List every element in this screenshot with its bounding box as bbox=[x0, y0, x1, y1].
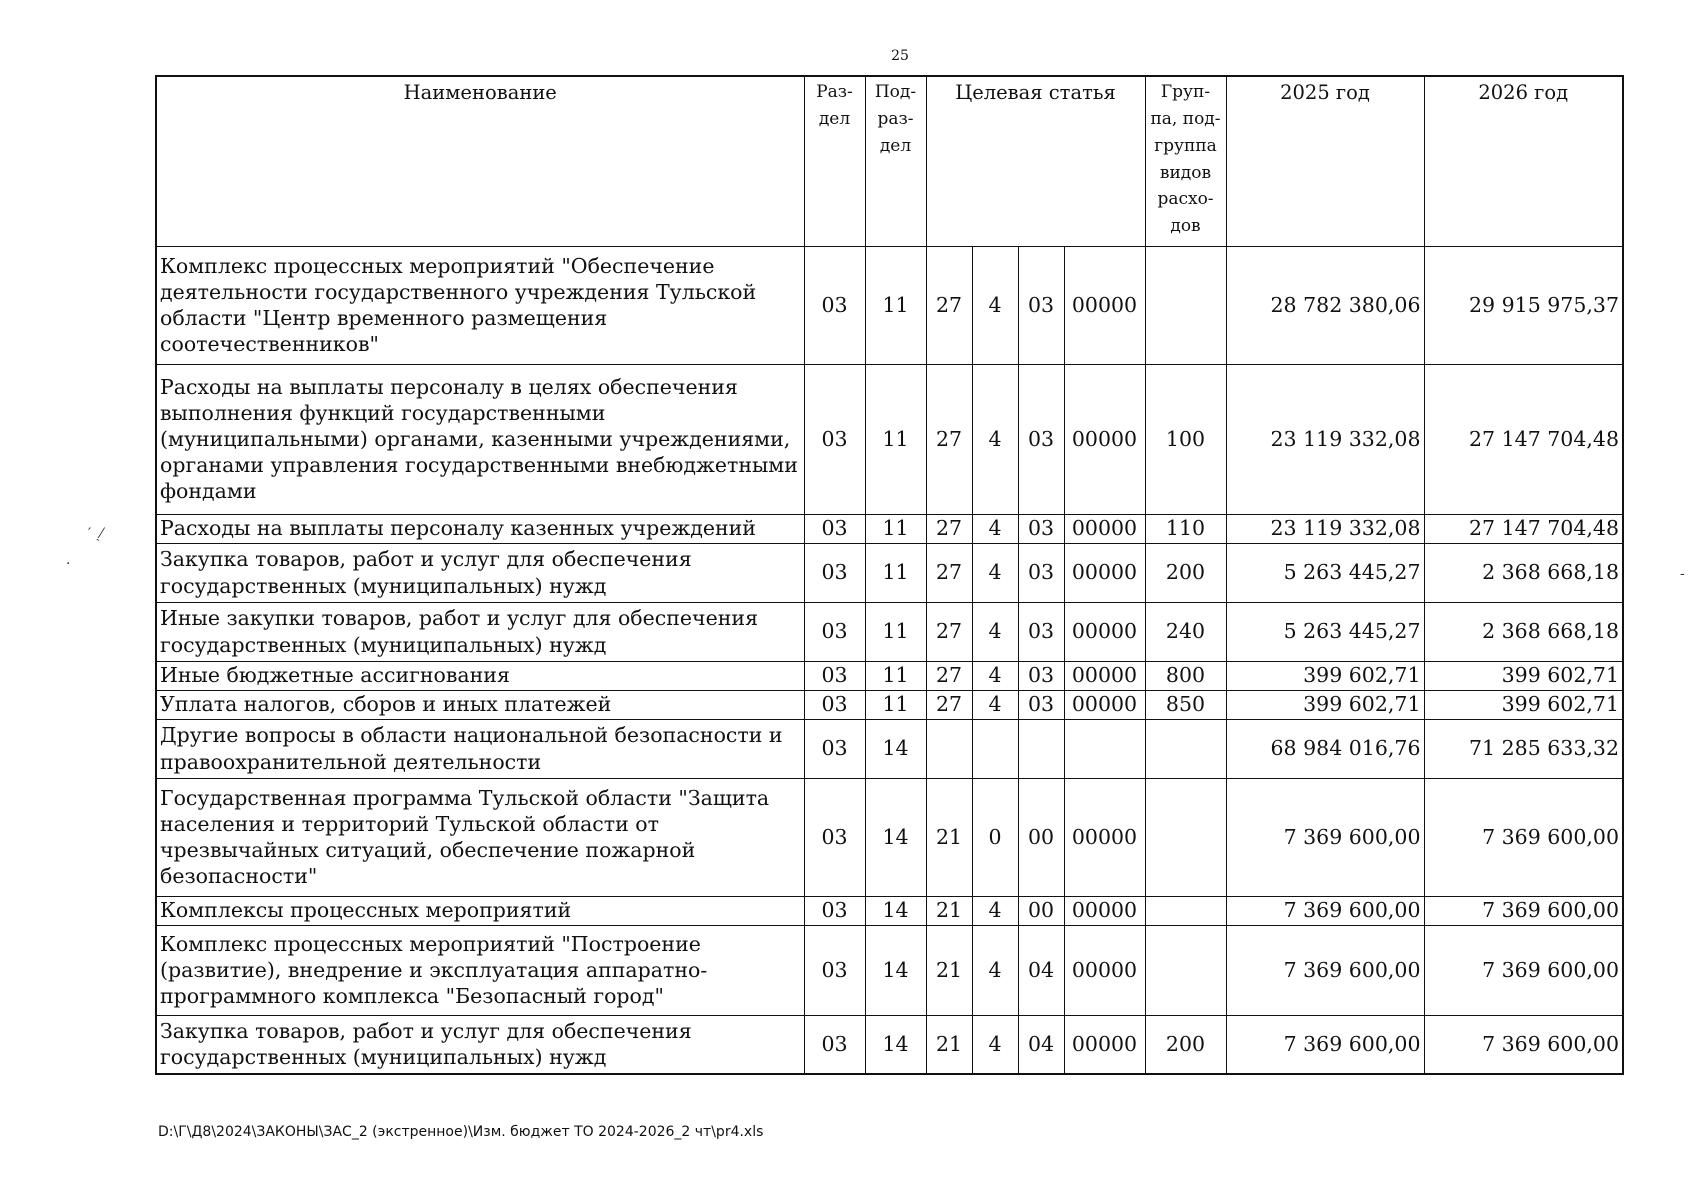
row-target-article-program: 21 bbox=[926, 925, 972, 1015]
row-target-article-direction: 00000 bbox=[1064, 602, 1145, 661]
row-expense-group bbox=[1145, 925, 1226, 1015]
row-expense-group bbox=[1145, 719, 1226, 778]
row-amount-2026: 7 369 600,00 bbox=[1424, 1015, 1623, 1074]
table-row bbox=[156, 246, 1623, 364]
page-number: 25 bbox=[891, 48, 909, 64]
header-name: Наименование bbox=[156, 76, 804, 246]
row-target-article-program: 27 bbox=[926, 246, 972, 364]
row-target-article-subprogram: 00 bbox=[1018, 778, 1064, 896]
header-year-2026: 2026 год bbox=[1424, 76, 1623, 246]
row-subsection: 14 bbox=[865, 719, 926, 778]
row-amount-2025: 5 263 445,27 bbox=[1226, 602, 1424, 661]
row-amount-2026: 7 369 600,00 bbox=[1424, 778, 1623, 896]
header-target-article: Целевая статья bbox=[926, 76, 1145, 246]
row-subsection: 14 bbox=[865, 1015, 926, 1074]
row-section: 03 bbox=[804, 364, 865, 514]
row-subsection: 11 bbox=[865, 602, 926, 661]
row-subsection: 11 bbox=[865, 543, 926, 602]
row-section: 03 bbox=[804, 1015, 865, 1074]
row-target-article-program: 27 bbox=[926, 364, 972, 514]
row-amount-2025: 399 602,71 bbox=[1226, 690, 1424, 719]
header-section: Раз-дел bbox=[804, 76, 865, 246]
header-year-2025: 2025 год bbox=[1226, 76, 1424, 246]
row-expense-group: 110 bbox=[1145, 514, 1226, 543]
table-row bbox=[156, 661, 1623, 690]
row-target-article-direction: 00000 bbox=[1064, 246, 1145, 364]
row-target-article-direction: 00000 bbox=[1064, 661, 1145, 690]
row-target-article-subprogram: 04 bbox=[1018, 925, 1064, 1015]
row-section: 03 bbox=[804, 661, 865, 690]
row-subsection: 11 bbox=[865, 514, 926, 543]
row-amount-2026: 27 147 704,48 bbox=[1424, 364, 1623, 514]
row-expense-group: 200 bbox=[1145, 1015, 1226, 1074]
row-subsection: 11 bbox=[865, 661, 926, 690]
row-amount-2025: 23 119 332,08 bbox=[1226, 514, 1424, 543]
row-name: Комплексы процессных мероприятий bbox=[156, 896, 804, 925]
table-header-row bbox=[156, 76, 1623, 246]
row-amount-2026: 7 369 600,00 bbox=[1424, 896, 1623, 925]
row-target-article-type: 4 bbox=[972, 690, 1018, 719]
row-target-article-direction: 00000 bbox=[1064, 778, 1145, 896]
row-amount-2025: 7 369 600,00 bbox=[1226, 778, 1424, 896]
row-target-article-type: 0 bbox=[972, 778, 1018, 896]
row-target-article-subprogram: 03 bbox=[1018, 690, 1064, 719]
row-expense-group: 240 bbox=[1145, 602, 1226, 661]
header-expense-group: Груп-па, под-группа видов расхо-дов bbox=[1145, 76, 1226, 246]
row-amount-2026: 2 368 668,18 bbox=[1424, 602, 1623, 661]
row-amount-2025: 5 263 445,27 bbox=[1226, 543, 1424, 602]
row-subsection: 11 bbox=[865, 246, 926, 364]
row-expense-group: 800 bbox=[1145, 661, 1226, 690]
row-name: Иные закупки товаров, работ и услуг для обеспечения государственных (муниципальных) нужд bbox=[156, 602, 804, 661]
row-target-article-direction: 00000 bbox=[1064, 543, 1145, 602]
row-name: Уплата налогов, сборов и иных платежей bbox=[156, 690, 804, 719]
row-target-article-program: 27 bbox=[926, 514, 972, 543]
row-expense-group: 200 bbox=[1145, 543, 1226, 602]
row-expense-group: 100 bbox=[1145, 364, 1226, 514]
row-target-article-subprogram: 03 bbox=[1018, 602, 1064, 661]
table-row bbox=[156, 690, 1623, 719]
table-row bbox=[156, 364, 1623, 514]
row-target-article-subprogram: 03 bbox=[1018, 364, 1064, 514]
row-target-article-type: 4 bbox=[972, 896, 1018, 925]
row-amount-2025: 7 369 600,00 bbox=[1226, 1015, 1424, 1074]
file-path-footer: D:\Г\Д8\2024\ЗАКОНЫ\ЗАС_2 (экстренное)\Изм. бюджет ТО 2024-2026_2 чт\pr4.xls bbox=[158, 1124, 764, 1140]
row-target-article-direction: 00000 bbox=[1064, 514, 1145, 543]
row-target-article-type: 4 bbox=[972, 925, 1018, 1015]
table-row bbox=[156, 778, 1623, 896]
row-target-article-direction: 00000 bbox=[1064, 896, 1145, 925]
row-name: Комплекс процессных мероприятий "Построение (развитие), внедрение и эксплуатация аппаратно-программного комплекса "Безопасный город" bbox=[156, 925, 804, 1015]
row-target-article-type: 4 bbox=[972, 661, 1018, 690]
row-amount-2026: 27 147 704,48 bbox=[1424, 514, 1623, 543]
row-target-article-program bbox=[926, 719, 972, 778]
row-target-article-type: 4 bbox=[972, 1015, 1018, 1074]
row-target-article-type: 4 bbox=[972, 246, 1018, 364]
row-section: 03 bbox=[804, 514, 865, 543]
row-target-article-program: 21 bbox=[926, 1015, 972, 1074]
row-subsection: 11 bbox=[865, 364, 926, 514]
row-name: Расходы на выплаты персоналу казенных учреждений bbox=[156, 514, 804, 543]
row-target-article-subprogram bbox=[1018, 719, 1064, 778]
row-amount-2026: 2 368 668,18 bbox=[1424, 543, 1623, 602]
row-amount-2025: 23 119 332,08 bbox=[1226, 364, 1424, 514]
row-subsection: 11 bbox=[865, 690, 926, 719]
row-target-article-subprogram: 03 bbox=[1018, 543, 1064, 602]
row-section: 03 bbox=[804, 925, 865, 1015]
row-amount-2025: 399 602,71 bbox=[1226, 661, 1424, 690]
row-amount-2026: 7 369 600,00 bbox=[1424, 925, 1623, 1015]
row-section: 03 bbox=[804, 690, 865, 719]
row-target-article-type: 4 bbox=[972, 514, 1018, 543]
row-section: 03 bbox=[804, 896, 865, 925]
row-subsection: 14 bbox=[865, 925, 926, 1015]
row-section: 03 bbox=[804, 719, 865, 778]
row-target-article-type: 4 bbox=[972, 602, 1018, 661]
budget-table bbox=[155, 75, 1624, 1075]
row-target-article-program: 27 bbox=[926, 602, 972, 661]
table-row bbox=[156, 514, 1623, 543]
table-row bbox=[156, 602, 1623, 661]
row-target-article-direction: 00000 bbox=[1064, 690, 1145, 719]
row-amount-2025: 28 782 380,06 bbox=[1226, 246, 1424, 364]
row-target-article-direction bbox=[1064, 719, 1145, 778]
row-amount-2026: 399 602,71 bbox=[1424, 661, 1623, 690]
row-target-article-direction: 00000 bbox=[1064, 364, 1145, 514]
row-target-article-subprogram: 03 bbox=[1018, 514, 1064, 543]
row-target-article-subprogram: 00 bbox=[1018, 896, 1064, 925]
row-amount-2026: 29 915 975,37 bbox=[1424, 246, 1623, 364]
header-subsection: Под-раз-дел bbox=[865, 76, 926, 246]
scan-mark: - bbox=[1680, 566, 1685, 582]
row-subsection: 14 bbox=[865, 896, 926, 925]
row-section: 03 bbox=[804, 246, 865, 364]
row-amount-2025: 68 984 016,76 bbox=[1226, 719, 1424, 778]
row-section: 03 bbox=[804, 778, 865, 896]
row-target-article-subprogram: 03 bbox=[1018, 246, 1064, 364]
row-name: Иные бюджетные ассигнования bbox=[156, 661, 804, 690]
row-expense-group bbox=[1145, 246, 1226, 364]
row-target-article-direction: 00000 bbox=[1064, 925, 1145, 1015]
table-row bbox=[156, 896, 1623, 925]
scan-mark: · bbox=[66, 556, 71, 572]
row-target-article-type bbox=[972, 719, 1018, 778]
row-expense-group bbox=[1145, 778, 1226, 896]
row-name: Государственная программа Тульской области "Защита населения и территорий Тульской области от чрезвычайных ситуаций, обеспечение пожарной безопасности" bbox=[156, 778, 804, 896]
row-expense-group: 850 bbox=[1145, 690, 1226, 719]
row-target-article-program: 21 bbox=[926, 896, 972, 925]
row-expense-group bbox=[1145, 896, 1226, 925]
row-target-article-type: 4 bbox=[972, 364, 1018, 514]
table-row bbox=[156, 925, 1623, 1015]
scan-mark: ′ ˏ⁄ bbox=[88, 526, 103, 542]
row-amount-2026: 399 602,71 bbox=[1424, 690, 1623, 719]
row-subsection: 14 bbox=[865, 778, 926, 896]
row-target-article-direction: 00000 bbox=[1064, 1015, 1145, 1074]
row-target-article-program: 21 bbox=[926, 778, 972, 896]
table-row bbox=[156, 719, 1623, 778]
row-target-article-program: 27 bbox=[926, 661, 972, 690]
row-section: 03 bbox=[804, 543, 865, 602]
row-name: Закупка товаров, работ и услуг для обеспечения государственных (муниципальных) нужд bbox=[156, 1015, 804, 1074]
row-amount-2025: 7 369 600,00 bbox=[1226, 896, 1424, 925]
row-section: 03 bbox=[804, 602, 865, 661]
row-name: Расходы на выплаты персоналу в целях обеспечения выполнения функций государственными (муниципальными) органами, казенными учреждениями, органами управления государственными внебюджетными фондами bbox=[156, 364, 804, 514]
row-name: Закупка товаров, работ и услуг для обеспечения государственных (муниципальных) нужд bbox=[156, 543, 804, 602]
row-name: Другие вопросы в области национальной безопасности и правоохранительной деятельности bbox=[156, 719, 804, 778]
row-target-article-program: 27 bbox=[926, 543, 972, 602]
row-target-article-program: 27 bbox=[926, 690, 972, 719]
table-row bbox=[156, 1015, 1623, 1074]
row-amount-2026: 71 285 633,32 bbox=[1424, 719, 1623, 778]
row-target-article-subprogram: 04 bbox=[1018, 1015, 1064, 1074]
row-amount-2025: 7 369 600,00 bbox=[1226, 925, 1424, 1015]
row-target-article-subprogram: 03 bbox=[1018, 661, 1064, 690]
table-row bbox=[156, 543, 1623, 602]
row-target-article-type: 4 bbox=[972, 543, 1018, 602]
row-name: Комплекс процессных мероприятий "Обеспечение деятельности государственного учреждения Тульской области "Центр временного размещения соотечественников" bbox=[156, 246, 804, 364]
